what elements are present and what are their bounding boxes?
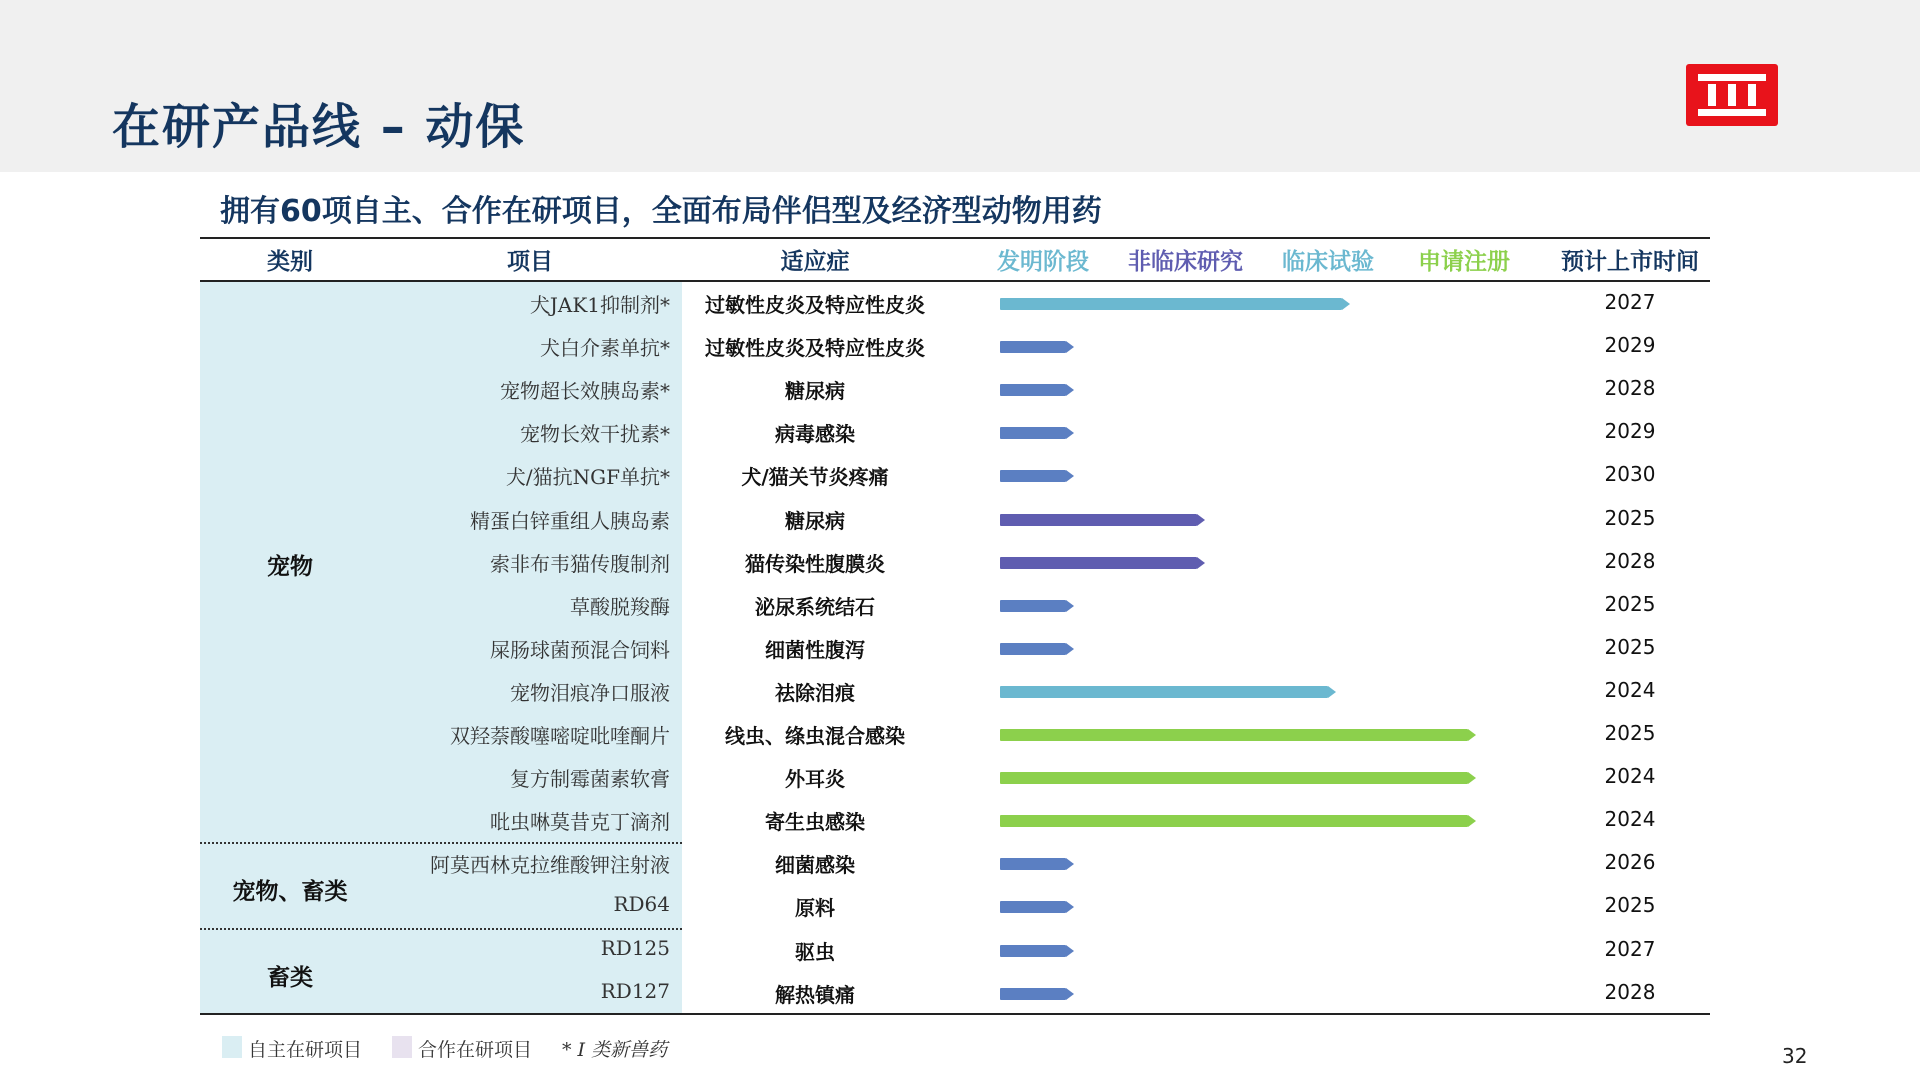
indication: 线虫、绦虫混合感染 <box>725 724 905 748</box>
progress-bar <box>1000 772 1468 784</box>
project-name: 犬JAK1抑制剂* <box>529 293 670 317</box>
category-pets: 宠物 <box>267 554 313 580</box>
project-name: 草酸脱羧酶 <box>570 594 670 619</box>
slide-subtitle: 拥有60项自主、合作在研项目，全面布局伴侣型及经济型动物用药 <box>220 194 1102 229</box>
table-row <box>200 885 1710 928</box>
header-project: 项目 <box>507 249 553 275</box>
table-row <box>200 670 1710 713</box>
launch-year: 2030 <box>1604 462 1656 487</box>
launch-year: 2025 <box>1604 591 1656 616</box>
indication: 细菌性腹泻 <box>765 637 865 662</box>
project-name: 宠物长效干扰素* <box>520 422 670 447</box>
legend-note: * I 类新兽药 <box>562 1039 668 1061</box>
pipeline-table <box>200 237 1710 1017</box>
project-name: 宠物泪痕净口服液 <box>510 680 670 705</box>
indication: 糖尿病 <box>785 379 845 404</box>
launch-year: 2025 <box>1604 634 1656 659</box>
category-livestock: 畜类 <box>267 965 313 991</box>
progress-bar <box>1000 384 1066 396</box>
table-row <box>200 368 1710 411</box>
progress-bar <box>1000 514 1197 526</box>
launch-year: 2027 <box>1604 290 1656 314</box>
indication: 祛除泪痕 <box>775 680 855 705</box>
project-name: 犬/猫抗NGF单抗* <box>505 465 670 490</box>
header-stage-invention: 发明阶段 <box>997 249 1089 275</box>
progress-bar <box>1000 557 1197 569</box>
indication: 过敏性皮炎及特应性皮炎 <box>705 293 925 317</box>
table-bottom-rule <box>200 1013 1710 1015</box>
indication: 解热镇痛 <box>775 982 855 1007</box>
project-name: 精蛋白锌重组人胰岛素 <box>470 508 670 533</box>
table-row <box>200 756 1710 799</box>
progress-bar <box>1000 901 1066 913</box>
launch-year: 2028 <box>1604 548 1656 573</box>
progress-bar <box>1000 729 1468 741</box>
project-name: 宠物超长效胰岛素* <box>500 379 670 404</box>
indication: 病毒感染 <box>775 422 855 447</box>
progress-bar <box>1000 858 1066 870</box>
company-logo-icon <box>1686 64 1778 126</box>
legend-coop-swatch <box>392 1036 412 1058</box>
indication: 驱虫 <box>795 939 835 964</box>
table-row <box>200 282 1710 325</box>
table-row <box>200 929 1710 972</box>
table-row <box>200 498 1710 541</box>
table-row <box>200 627 1710 670</box>
project-name: 犬白介素单抗* <box>540 336 670 361</box>
indication: 原料 <box>795 896 835 921</box>
launch-year: 2028 <box>1604 979 1656 1004</box>
project-name: 复方制霉菌素软膏 <box>510 767 670 792</box>
launch-year: 2029 <box>1604 333 1656 358</box>
header-indication: 适应症 <box>780 249 850 275</box>
header-stage-registration: 申请注册 <box>1418 249 1510 275</box>
progress-bar <box>1000 988 1066 1000</box>
progress-bar <box>1000 341 1066 353</box>
project-name: RD64 <box>613 892 670 917</box>
launch-year: 2024 <box>1604 764 1656 789</box>
header-stage-clinical: 临床试验 <box>1282 249 1374 275</box>
table-row <box>200 584 1710 627</box>
launch-year: 2026 <box>1604 850 1656 875</box>
project-name: 双羟萘酸噻嘧啶吡喹酮片 <box>450 724 670 748</box>
progress-bar <box>1000 600 1066 612</box>
indication: 外耳炎 <box>785 767 845 792</box>
launch-year: 2024 <box>1604 677 1656 702</box>
header-launch: 预计上市时间 <box>1561 249 1699 275</box>
project-name: 索非布韦猫传腹制剂 <box>490 551 670 576</box>
progress-bar <box>1000 470 1066 482</box>
progress-bar <box>1000 298 1342 310</box>
header-category: 类别 <box>267 249 313 275</box>
project-name: RD125 <box>600 935 670 960</box>
table-row <box>200 325 1710 368</box>
progress-bar <box>1000 815 1468 827</box>
table-row <box>200 454 1710 497</box>
header-stage-preclinical: 非临床研究 <box>1128 249 1243 275</box>
table-row <box>200 713 1710 756</box>
table-row <box>200 842 1710 885</box>
launch-year: 2028 <box>1604 376 1656 401</box>
category-pets-livestock: 宠物、畜类 <box>232 879 348 905</box>
project-name: RD127 <box>600 978 670 1003</box>
project-name: 阿莫西林克拉维酸钾注射液 <box>430 853 670 878</box>
indication: 糖尿病 <box>785 508 845 533</box>
launch-year: 2024 <box>1604 807 1656 832</box>
legend-self-label: 自主在研项目 <box>248 1039 363 1061</box>
indication: 过敏性皮炎及特应性皮炎 <box>705 336 925 361</box>
progress-bar <box>1000 686 1328 698</box>
launch-year: 2025 <box>1604 721 1656 745</box>
table-row <box>200 972 1710 1015</box>
legend-coop-label: 合作在研项目 <box>418 1039 533 1061</box>
table-row <box>200 411 1710 454</box>
page-number: 32 <box>1782 1044 1808 1068</box>
indication: 猫传染性腹膜炎 <box>745 551 885 576</box>
indication: 犬/猫关节炎疼痛 <box>741 465 889 490</box>
project-name: 屎肠球菌预混合饲料 <box>490 637 670 662</box>
table-row <box>200 541 1710 584</box>
progress-bar <box>1000 427 1066 439</box>
legend-self-swatch <box>222 1036 242 1058</box>
indication: 寄生虫感染 <box>765 810 865 835</box>
progress-bar <box>1000 945 1066 957</box>
indication: 泌尿系统结石 <box>755 594 875 619</box>
project-name: 吡虫啉莫昔克丁滴剂 <box>490 810 670 835</box>
launch-year: 2025 <box>1604 505 1656 530</box>
progress-bar <box>1000 643 1066 655</box>
indication: 细菌感染 <box>775 853 855 878</box>
table-row <box>200 799 1710 842</box>
launch-year: 2027 <box>1604 936 1656 961</box>
launch-year: 2029 <box>1604 419 1656 444</box>
table-top-rule <box>200 237 1710 239</box>
launch-year: 2025 <box>1604 893 1656 918</box>
page-title: 在研产品线 – 动保 <box>112 99 526 155</box>
